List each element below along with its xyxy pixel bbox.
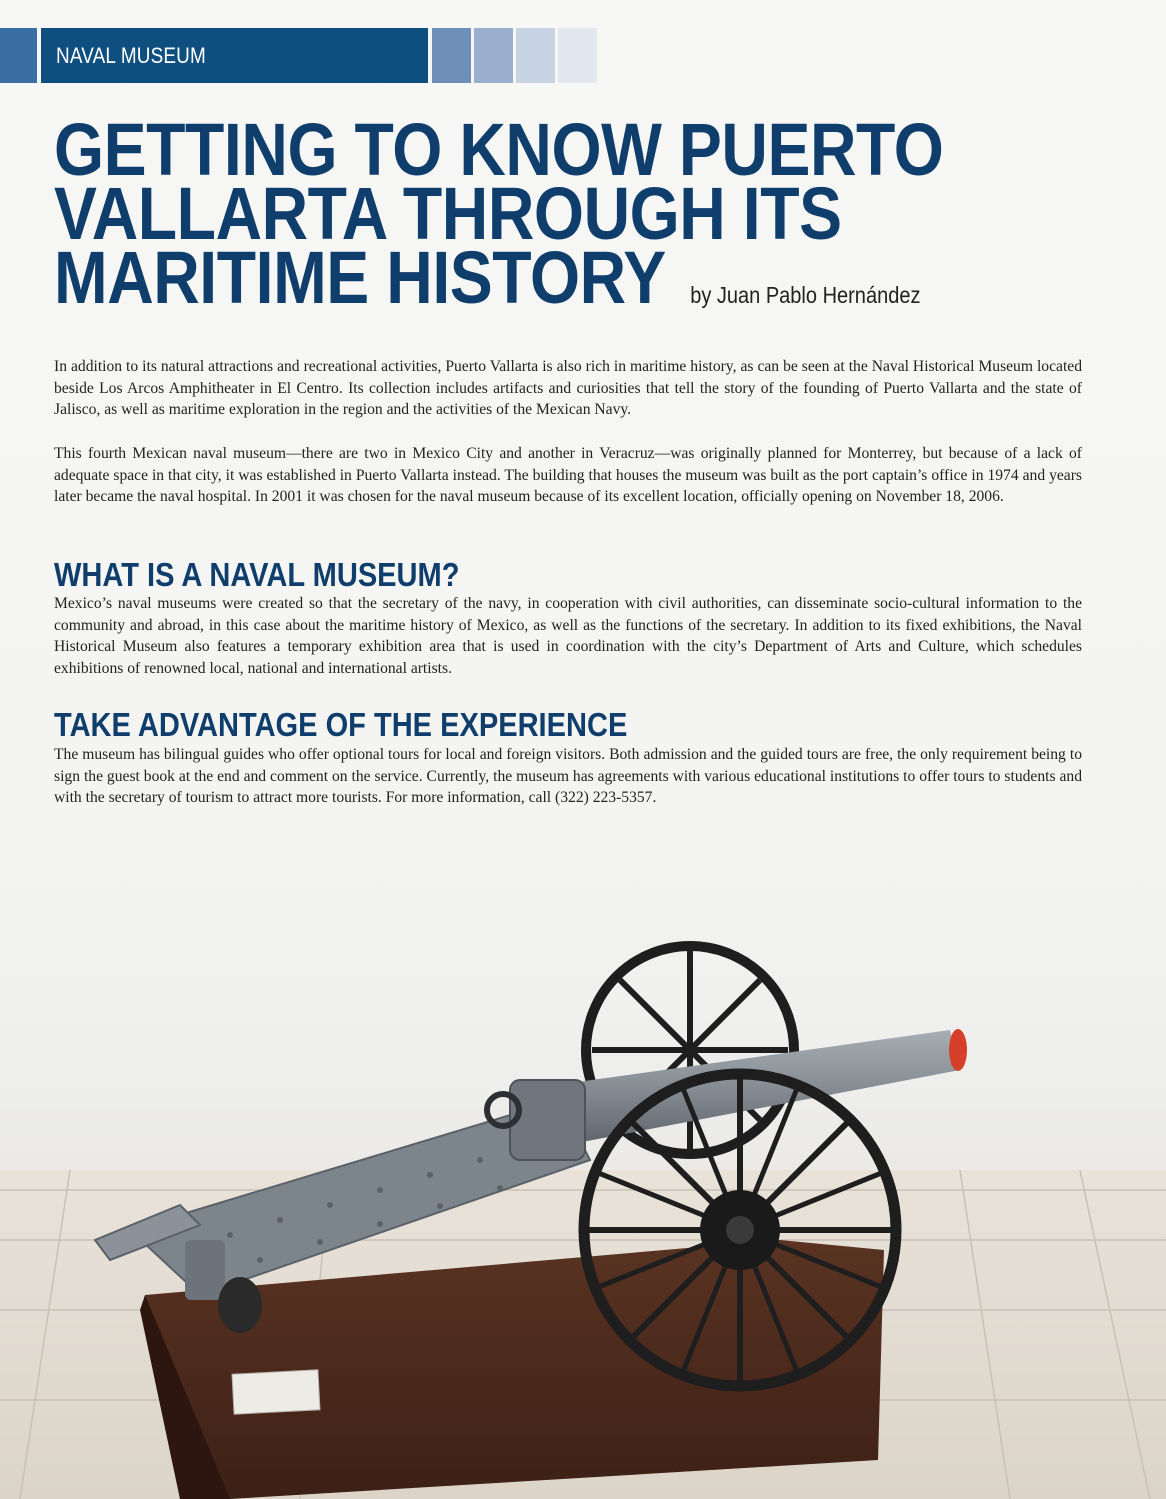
museum-plaque <box>232 1370 320 1414</box>
intro-paragraph-1: In addition to its natural attractions and recreational activities, Puerto Vallarta is also rich in maritime history, as can be seen at the Naval Historical Museum located beside Los Arcos Amphitheater in El Centro. Its collection includes artifacts and curiosities that tell the story of the founding of Puerto Vallarta and the state of Jalisco, as well as maritime exploration in the region and the activities of the Mexican Navy. <box>54 358 1082 419</box>
wheel-axle-cap <box>726 1216 754 1244</box>
tab-accent-block <box>0 28 37 83</box>
section-label-bar <box>41 28 428 83</box>
section-text-naval-museum: Mexico’s naval museums were created so that the secretary of the navy, in cooperation with civil authorities, can disseminate socio-cultural information to the community and abroad, in this case about the maritime history of Mexico, as well as the functions of the secretary. In addition to its fixed exhibitions, the Naval Historical Museum also features a temporary exhibition area that is used in coordination with the city’s Department of Arts and Culture, which schedules exhibitions of renowned local, national and international artists. <box>54 595 1082 677</box>
section-heading-naval-museum: WHAT IS A NAVAL MUSEUM? <box>54 556 460 593</box>
title-line-3-text: MARITIME HISTORY <box>54 236 666 319</box>
color-swatch-4 <box>558 28 597 83</box>
title-line-2: VALLARTA THROUGH ITS <box>54 172 842 255</box>
intro-paragraph-2: This fourth Mexican naval museum—there are two in Mexico City and another in Veracruz—was originally planned for Monterrey, but because of a lack of adequate space in that city, it was established in Puerto Vallarta instead. The building that houses the museum was built as the port captain’s office in 1974 and years later became the naval hospital. In 2001 it was chosen for the naval museum because of its excellent location, officially opening on November 18, 2006. <box>54 445 1082 506</box>
title-line-1: GETTING TO KNOW PUERTO <box>54 108 944 191</box>
muzzle-cap <box>949 1029 967 1071</box>
section-text-experience: The museum has bilingual guides who offer optional tours for local and foreign visitors. Both admission and the guided tours are free, the only requirement being to sign the guest book at the end and comment on the service. Currently, the museum has agreements with various educational institutions to offer tours to students and with the secretary of tourism to attract more tourists. For more information, call (322) 223-5357. <box>54 746 1082 807</box>
section-label: NAVAL MUSEUM <box>56 43 206 68</box>
trail-roller <box>218 1277 262 1333</box>
cannon-photo <box>0 940 1166 1499</box>
trail-bracket <box>185 1240 225 1300</box>
section-heading-experience: TAKE ADVANTAGE OF THE EXPERIENCE <box>54 706 628 743</box>
color-swatch-3 <box>516 28 555 83</box>
byline: by Juan Pablo Hernández <box>690 282 921 308</box>
color-swatch-2 <box>474 28 513 83</box>
article-title <box>54 108 1134 327</box>
title-line-3 <box>54 236 994 327</box>
color-swatch-1 <box>432 28 471 83</box>
cannon-breech <box>510 1080 585 1160</box>
